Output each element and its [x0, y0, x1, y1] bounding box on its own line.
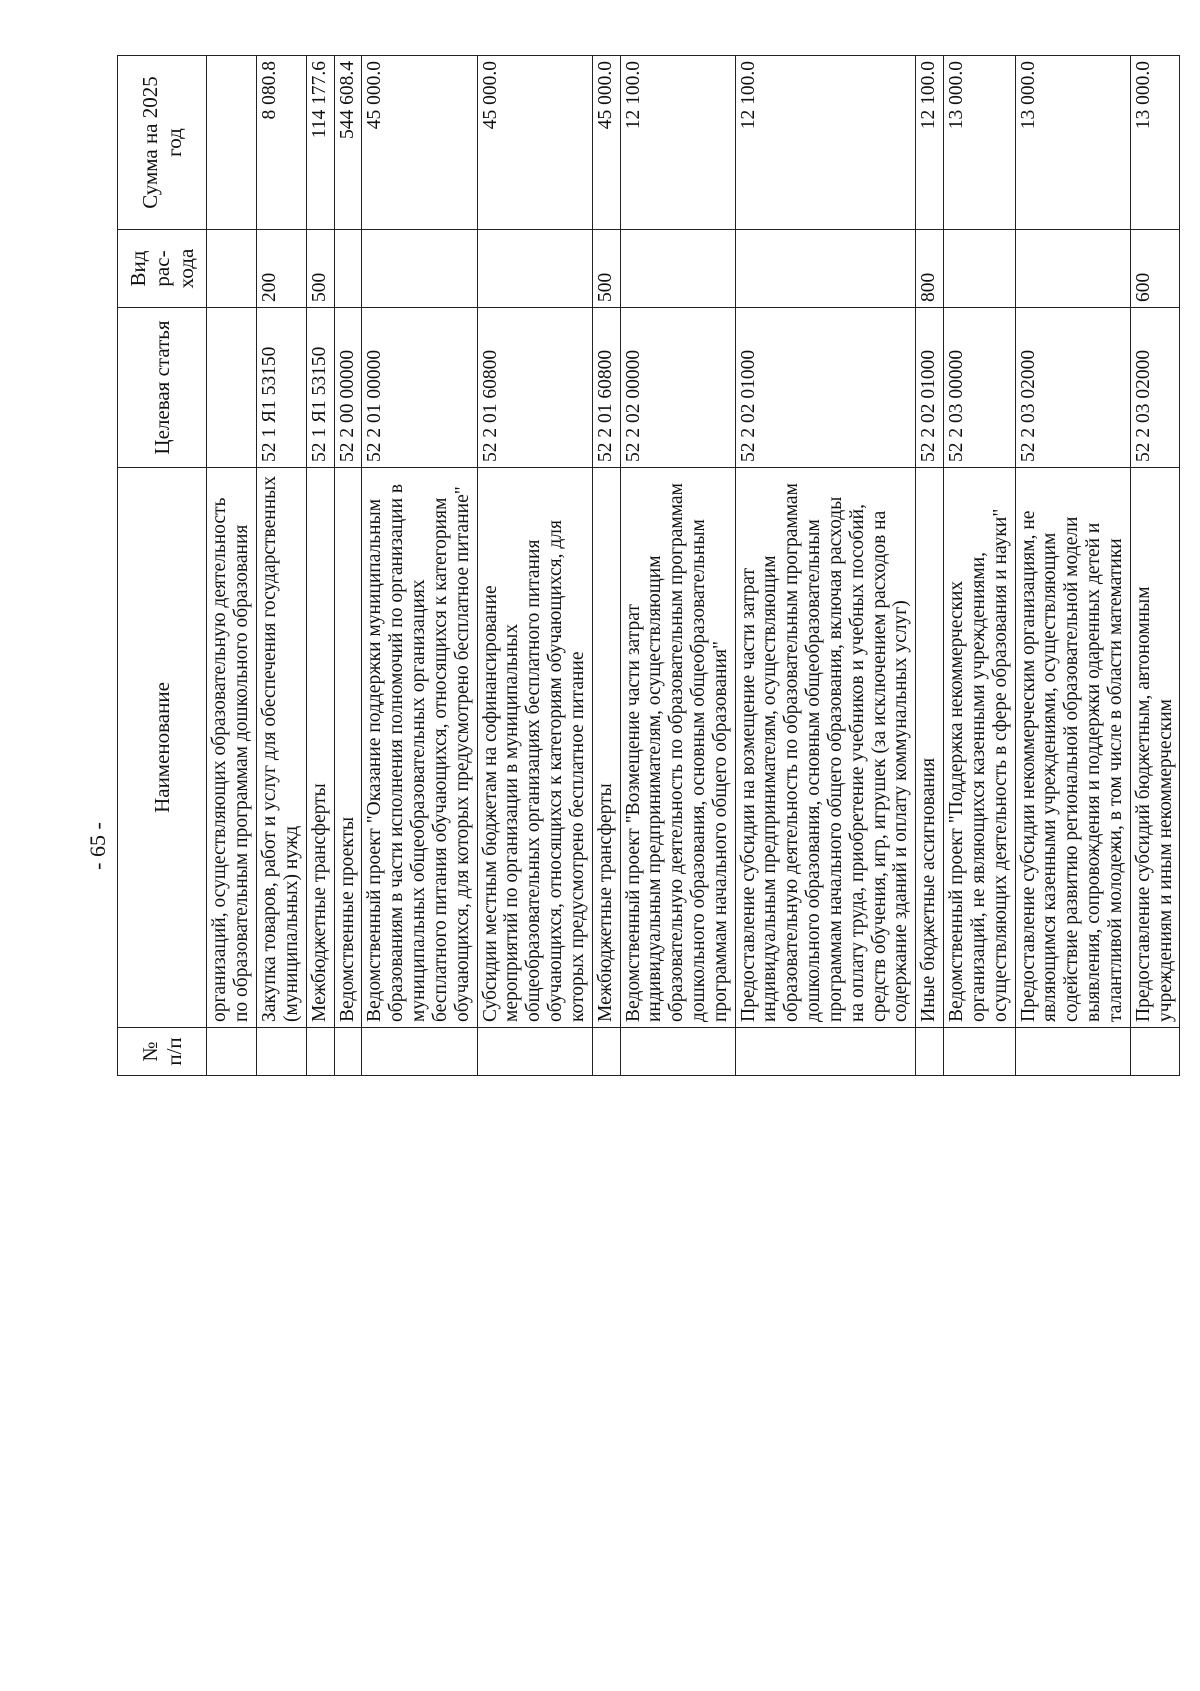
- table-row: [1015, 56, 1130, 1076]
- cell-sum: 45 000.0: [592, 56, 620, 230]
- cell-vid: [620, 230, 735, 308]
- cell-name: Предоставление субсидии некоммерческим организациям, не являющимся казенными учреждениями, осуществляющим содействие развитию региональной образовательной модели выявления, сопровождения и поддержки одаренных детей и талантливой молодежи, в том числе в области математики: [1015, 468, 1130, 1028]
- cell-vid: [1015, 230, 1130, 308]
- cell-num: [592, 1028, 620, 1076]
- cell-name: Предоставление субсидии на возмещение части затрат индивидуальным предпринимателям, осуществляющим образовательную деятельность по образовательным программам дошкольного образования, основным общеобразовательным программам начального общего образования, включая расходы на оплату труда, приобретение учебников и учебных пособий, средств обучения, игр, игрушек (за исключением расходов на содержание зданий и оплату коммунальных услуг): [735, 468, 916, 1028]
- cell-vid: [334, 230, 362, 308]
- cell-name: организаций, осуществляющих образовательную деятельность по образовательным программам дошкольного образования: [207, 468, 257, 1028]
- table-row: [334, 56, 362, 1076]
- table-row: [306, 56, 334, 1076]
- table-row: [944, 56, 1015, 1076]
- cell-code: 52 2 01 00000: [362, 308, 477, 468]
- header-sum: Сумма на 2025 год: [118, 56, 207, 230]
- page-number: - 65 -: [85, 822, 110, 870]
- cell-num: [306, 1028, 334, 1076]
- table-row: [916, 56, 944, 1076]
- cell-code: 52 2 03 02000: [1015, 308, 1130, 468]
- table-row: [1130, 56, 1180, 1076]
- cell-vid: 500: [306, 230, 334, 308]
- cell-code: [207, 308, 257, 468]
- cell-num: [207, 1028, 257, 1076]
- table-row: [620, 56, 735, 1076]
- budget-table: [117, 55, 1180, 1076]
- cell-code: 52 2 01 60800: [592, 308, 620, 468]
- cell-code: 52 2 00 00000: [334, 308, 362, 468]
- cell-num: [1015, 1028, 1130, 1076]
- cell-num: [477, 1028, 592, 1076]
- cell-code: 52 2 01 60800: [477, 308, 592, 468]
- table-row: [362, 56, 477, 1076]
- cell-num: [916, 1028, 944, 1076]
- cell-sum: 8 080.8: [257, 56, 307, 230]
- table-row: [477, 56, 592, 1076]
- cell-num: [944, 1028, 1015, 1076]
- cell-sum: [207, 56, 257, 230]
- cell-name: Ведомственный проект "Возмещение части затрат индивидуальным предпринимателям, осуществляющим образовательную деятельность по образовательным программам дошкольного образования, основным общеобразовательным программам начального общего образования": [620, 468, 735, 1028]
- cell-code: 52 1 Я1 53150: [257, 308, 307, 468]
- cell-sum: 12 100.0: [916, 56, 944, 230]
- table-row: [257, 56, 307, 1076]
- cell-vid: [735, 230, 916, 308]
- cell-vid: [362, 230, 477, 308]
- cell-num: [735, 1028, 916, 1076]
- cell-vid: [944, 230, 1015, 308]
- cell-sum: 45 000.0: [362, 56, 477, 230]
- cell-num: [362, 1028, 477, 1076]
- table-header-row: [118, 56, 207, 1076]
- cell-vid: 600: [1130, 230, 1180, 308]
- cell-name: Ведомственный проект "Поддержка некоммерческих организаций, не являющихся казенными учреждениями, осуществляющих деятельность в сфере образования и науки": [944, 468, 1015, 1028]
- cell-name: Субсидии местным бюджетам на софинансирование мероприятий по организации в муниципальных общеобразовательных организациях бесплатного питания обучающихся, относящихся к категориям обучающихся, для которых предусмотрено бесплатное питание: [477, 468, 592, 1028]
- table-row: [592, 56, 620, 1076]
- cell-name: Межбюджетные трансферты: [306, 468, 334, 1028]
- cell-code: 52 1 Я1 53150: [306, 308, 334, 468]
- cell-sum: 114 177.6: [306, 56, 334, 230]
- header-num: № п/п: [118, 1028, 207, 1076]
- cell-vid: [207, 230, 257, 308]
- cell-code: 52 2 02 01000: [735, 308, 916, 468]
- cell-num: [257, 1028, 307, 1076]
- cell-num: [1130, 1028, 1180, 1076]
- cell-num: [620, 1028, 735, 1076]
- header-code: Целевая статья: [118, 308, 207, 468]
- table-row: [207, 56, 257, 1076]
- cell-vid: 500: [592, 230, 620, 308]
- cell-name: Ведомственные проекты: [334, 468, 362, 1028]
- header-vid: Вид рас-хода: [118, 230, 207, 308]
- cell-sum: 544 608.4: [334, 56, 362, 230]
- cell-sum: 13 000.0: [1015, 56, 1130, 230]
- cell-code: 52 2 02 00000: [620, 308, 735, 468]
- cell-num: [334, 1028, 362, 1076]
- cell-vid: 800: [916, 230, 944, 308]
- cell-sum: 13 000.0: [944, 56, 1015, 230]
- cell-code: 52 2 02 01000: [916, 308, 944, 468]
- cell-vid: [477, 230, 592, 308]
- cell-sum: 45 000.0: [477, 56, 592, 230]
- cell-name: Иные бюджетные ассигнования: [916, 468, 944, 1028]
- cell-code: 52 2 03 00000: [944, 308, 1015, 468]
- header-name: Наименование: [118, 468, 207, 1028]
- cell-name: Закупка товаров, работ и услуг для обеспечения государственных (муниципальных) нужд: [257, 468, 307, 1028]
- cell-sum: 12 100.0: [620, 56, 735, 230]
- cell-name: Ведомственный проект "Оказание поддержки муниципальным образованиям в части исполнения полномочий по организации в муниципальных общеобразовательных организациях бесплатного питания обучающихся, относящихся к категориям обучающихся, для которых предусмотрено бесплатное питание": [362, 468, 477, 1028]
- table-row: [735, 56, 916, 1076]
- cell-name: Межбюджетные трансферты: [592, 468, 620, 1028]
- cell-vid: 200: [257, 230, 307, 308]
- cell-sum: 12 100.0: [735, 56, 916, 230]
- cell-name: Предоставление субсидий бюджетным, автономным учреждениям и иным некоммерческим: [1130, 468, 1180, 1028]
- cell-sum: 13 000.0: [1130, 56, 1180, 230]
- cell-code: 52 2 03 02000: [1130, 308, 1180, 468]
